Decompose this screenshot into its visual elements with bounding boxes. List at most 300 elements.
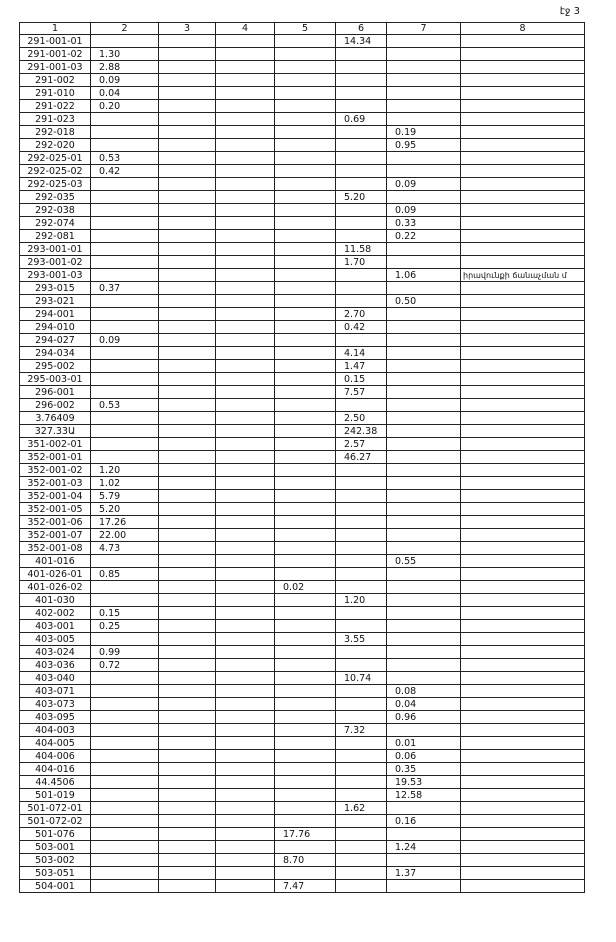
table-row	[20, 750, 585, 763]
value-cell-col-6: 0.42	[336, 321, 387, 334]
parcel-code-cell: 291-001-01	[20, 35, 91, 48]
note-cell	[461, 633, 585, 646]
parcel-code-cell: 293-021	[20, 295, 91, 308]
table-row	[20, 113, 585, 126]
value-cell-col-6	[336, 776, 387, 789]
value-cell-col-4	[216, 217, 275, 230]
value-cell-col-3	[159, 126, 216, 139]
value-cell-col-7: 0.01	[387, 737, 461, 750]
value-cell-col-7	[387, 516, 461, 529]
value-cell-col-5	[275, 256, 336, 269]
note-cell	[461, 334, 585, 347]
value-cell-col-5	[275, 646, 336, 659]
parcel-code-cell: 295-003-01	[20, 373, 91, 386]
value-cell-col-2	[91, 594, 159, 607]
value-cell-col-4	[216, 269, 275, 282]
value-cell-col-7: 0.35	[387, 763, 461, 776]
value-cell-col-5	[275, 334, 336, 347]
value-cell-col-7	[387, 321, 461, 334]
table-row	[20, 178, 585, 191]
column-header-3: 3	[159, 23, 216, 35]
value-cell-col-7: 0.09	[387, 204, 461, 217]
value-cell-col-3	[159, 87, 216, 100]
value-cell-col-5	[275, 35, 336, 48]
value-cell-col-7	[387, 334, 461, 347]
value-cell-col-7	[387, 360, 461, 373]
value-cell-col-5	[275, 750, 336, 763]
parcel-code-cell: 352-001-06	[20, 516, 91, 529]
table-row	[20, 854, 585, 867]
value-cell-col-2: 5.79	[91, 490, 159, 503]
value-cell-col-3	[159, 334, 216, 347]
column-header-1: 1	[20, 23, 91, 35]
value-cell-col-4	[216, 243, 275, 256]
parcel-code-cell: 403-005	[20, 633, 91, 646]
value-cell-col-3	[159, 321, 216, 334]
table-row	[20, 230, 585, 243]
note-cell	[461, 321, 585, 334]
note-cell	[461, 477, 585, 490]
value-cell-col-3	[159, 386, 216, 399]
value-cell-col-3	[159, 659, 216, 672]
value-cell-col-4	[216, 802, 275, 815]
table-row	[20, 451, 585, 464]
value-cell-col-4	[216, 867, 275, 880]
value-cell-col-4	[216, 646, 275, 659]
value-cell-col-6: 10.74	[336, 672, 387, 685]
value-cell-col-7: 12.58	[387, 789, 461, 802]
value-cell-col-5	[275, 204, 336, 217]
value-cell-col-3	[159, 347, 216, 360]
value-cell-col-6	[336, 867, 387, 880]
note-cell	[461, 646, 585, 659]
value-cell-col-5: 8.70	[275, 854, 336, 867]
value-cell-col-5	[275, 191, 336, 204]
parcel-code-cell: 404-006	[20, 750, 91, 763]
value-cell-col-7	[387, 386, 461, 399]
parcel-code-cell: 292-081	[20, 230, 91, 243]
note-cell	[461, 256, 585, 269]
value-cell-col-5	[275, 789, 336, 802]
value-cell-col-2	[91, 776, 159, 789]
value-cell-col-4	[216, 750, 275, 763]
table-header-row	[20, 23, 585, 35]
value-cell-col-5	[275, 48, 336, 61]
value-cell-col-3	[159, 620, 216, 633]
value-cell-col-6	[336, 178, 387, 191]
value-cell-col-6: 2.50	[336, 412, 387, 425]
value-cell-col-2	[91, 425, 159, 438]
value-cell-col-6: 11.58	[336, 243, 387, 256]
parcel-code-cell: 292-074	[20, 217, 91, 230]
value-cell-col-4	[216, 542, 275, 555]
value-cell-col-3	[159, 191, 216, 204]
parcel-code-cell: 291-001-02	[20, 48, 91, 61]
value-cell-col-5	[275, 100, 336, 113]
value-cell-col-6	[336, 542, 387, 555]
value-cell-col-4	[216, 828, 275, 841]
value-cell-col-5	[275, 269, 336, 282]
value-cell-col-2	[91, 789, 159, 802]
value-cell-col-4	[216, 620, 275, 633]
note-cell	[461, 763, 585, 776]
value-cell-col-4	[216, 256, 275, 269]
table-row	[20, 295, 585, 308]
value-cell-col-5	[275, 399, 336, 412]
table-row	[20, 698, 585, 711]
note-cell	[461, 399, 585, 412]
value-cell-col-3	[159, 828, 216, 841]
value-cell-col-6: 14.34	[336, 35, 387, 48]
value-cell-col-3	[159, 802, 216, 815]
note-cell	[461, 113, 585, 126]
table-row	[20, 737, 585, 750]
value-cell-col-5: 7.47	[275, 880, 336, 893]
value-cell-col-2: 0.37	[91, 282, 159, 295]
table-row	[20, 477, 585, 490]
value-cell-col-3	[159, 568, 216, 581]
value-cell-col-2	[91, 243, 159, 256]
value-cell-col-7	[387, 542, 461, 555]
value-cell-col-3	[159, 438, 216, 451]
value-cell-col-3	[159, 763, 216, 776]
value-cell-col-6: 1.47	[336, 360, 387, 373]
value-cell-col-4	[216, 360, 275, 373]
table-row	[20, 360, 585, 373]
value-cell-col-6	[336, 269, 387, 282]
value-cell-col-7	[387, 490, 461, 503]
parcel-code-cell: 503-002	[20, 854, 91, 867]
table-row	[20, 152, 585, 165]
value-cell-col-5	[275, 620, 336, 633]
value-cell-col-2: 1.30	[91, 48, 159, 61]
parcel-code-cell: 501-072-01	[20, 802, 91, 815]
value-cell-col-7	[387, 373, 461, 386]
value-cell-col-5	[275, 711, 336, 724]
value-cell-col-2	[91, 867, 159, 880]
value-cell-col-4	[216, 334, 275, 347]
value-cell-col-6	[336, 61, 387, 74]
value-cell-col-7: 0.55	[387, 555, 461, 568]
note-cell	[461, 74, 585, 87]
value-cell-col-5	[275, 776, 336, 789]
note-cell	[461, 243, 585, 256]
note-cell	[461, 750, 585, 763]
value-cell-col-4	[216, 490, 275, 503]
note-cell	[461, 672, 585, 685]
value-cell-col-2	[91, 438, 159, 451]
parcel-code-cell: 501-072-02	[20, 815, 91, 828]
table-row	[20, 763, 585, 776]
parcel-code-cell: 503-051	[20, 867, 91, 880]
value-cell-col-6	[336, 48, 387, 61]
value-cell-col-4	[216, 204, 275, 217]
parcel-code-cell: 294-010	[20, 321, 91, 334]
parcel-code-cell: 352-001-02	[20, 464, 91, 477]
value-cell-col-7	[387, 165, 461, 178]
value-cell-col-3	[159, 841, 216, 854]
column-header-4: 4	[216, 23, 275, 35]
value-cell-col-7: 0.16	[387, 815, 461, 828]
note-cell	[461, 516, 585, 529]
note-cell	[461, 360, 585, 373]
value-cell-col-4	[216, 737, 275, 750]
value-cell-col-6: 2.57	[336, 438, 387, 451]
table-row	[20, 100, 585, 113]
table-row	[20, 308, 585, 321]
parcel-code-cell: 352-001-08	[20, 542, 91, 555]
column-header-6: 6	[336, 23, 387, 35]
value-cell-col-6: 7.32	[336, 724, 387, 737]
value-cell-col-3	[159, 724, 216, 737]
parcel-code-cell: 504-001	[20, 880, 91, 893]
note-cell	[461, 659, 585, 672]
value-cell-col-3	[159, 373, 216, 386]
value-cell-col-2	[91, 386, 159, 399]
note-cell	[461, 191, 585, 204]
parcel-code-cell: 402-002	[20, 607, 91, 620]
parcel-code-cell: 292-020	[20, 139, 91, 152]
value-cell-col-7: 0.50	[387, 295, 461, 308]
parcel-code-cell: 293-001-01	[20, 243, 91, 256]
table-row	[20, 789, 585, 802]
value-cell-col-7: 0.22	[387, 230, 461, 243]
value-cell-col-4	[216, 113, 275, 126]
value-cell-col-7	[387, 724, 461, 737]
value-cell-col-2	[91, 451, 159, 464]
note-cell	[461, 776, 585, 789]
value-cell-col-7	[387, 48, 461, 61]
table-row	[20, 334, 585, 347]
value-cell-col-3	[159, 425, 216, 438]
value-cell-col-2: 5.20	[91, 503, 159, 516]
value-cell-col-3	[159, 217, 216, 230]
note-cell	[461, 828, 585, 841]
parcel-code-cell: 403-036	[20, 659, 91, 672]
value-cell-col-2	[91, 854, 159, 867]
value-cell-col-3	[159, 256, 216, 269]
value-cell-col-6: 2.70	[336, 308, 387, 321]
value-cell-col-4	[216, 282, 275, 295]
note-cell	[461, 542, 585, 555]
table-row	[20, 503, 585, 516]
value-cell-col-4	[216, 165, 275, 178]
note-cell	[461, 308, 585, 321]
note-cell	[461, 620, 585, 633]
table-row	[20, 828, 585, 841]
value-cell-col-6: 1.20	[336, 594, 387, 607]
table-row	[20, 217, 585, 230]
value-cell-col-6	[336, 711, 387, 724]
value-cell-col-3	[159, 360, 216, 373]
table-row	[20, 633, 585, 646]
value-cell-col-6	[336, 646, 387, 659]
value-cell-col-4	[216, 230, 275, 243]
value-cell-col-3	[159, 35, 216, 48]
value-cell-col-4	[216, 854, 275, 867]
parcel-code-cell: 352-001-03	[20, 477, 91, 490]
value-cell-col-2	[91, 763, 159, 776]
value-cell-col-7	[387, 191, 461, 204]
value-cell-col-7: 0.19	[387, 126, 461, 139]
value-cell-col-5	[275, 555, 336, 568]
note-cell	[461, 35, 585, 48]
value-cell-col-2	[91, 256, 159, 269]
value-cell-col-7	[387, 880, 461, 893]
value-cell-col-5	[275, 347, 336, 360]
value-cell-col-5	[275, 113, 336, 126]
value-cell-col-6	[336, 230, 387, 243]
value-cell-col-7	[387, 438, 461, 451]
value-cell-col-7: 0.95	[387, 139, 461, 152]
value-cell-col-7	[387, 399, 461, 412]
value-cell-col-5	[275, 763, 336, 776]
value-cell-col-5	[275, 503, 336, 516]
table-row	[20, 555, 585, 568]
value-cell-col-5	[275, 802, 336, 815]
value-cell-col-3	[159, 243, 216, 256]
parcel-code-cell: 292-018	[20, 126, 91, 139]
parcel-code-cell: 404-005	[20, 737, 91, 750]
value-cell-col-2	[91, 555, 159, 568]
value-cell-col-2: 4.73	[91, 542, 159, 555]
value-cell-col-6	[336, 880, 387, 893]
value-cell-col-5	[275, 74, 336, 87]
column-header-2: 2	[91, 23, 159, 35]
value-cell-col-6: 3.55	[336, 633, 387, 646]
value-cell-col-2	[91, 139, 159, 152]
note-cell	[461, 594, 585, 607]
table-row	[20, 321, 585, 334]
value-cell-col-6	[336, 282, 387, 295]
value-cell-col-3	[159, 139, 216, 152]
value-cell-col-5	[275, 308, 336, 321]
value-cell-col-3	[159, 308, 216, 321]
value-cell-col-6	[336, 750, 387, 763]
value-cell-col-4	[216, 35, 275, 48]
value-cell-col-4	[216, 568, 275, 581]
value-cell-col-7	[387, 581, 461, 594]
value-cell-col-7: 0.08	[387, 685, 461, 698]
parcel-code-cell: 296-001	[20, 386, 91, 399]
parcel-code-cell: 294-034	[20, 347, 91, 360]
value-cell-col-3	[159, 555, 216, 568]
value-cell-col-7	[387, 87, 461, 100]
value-cell-col-3	[159, 464, 216, 477]
value-cell-col-2: 0.25	[91, 620, 159, 633]
parcel-code-cell: 327.33Ա	[20, 425, 91, 438]
value-cell-col-3	[159, 100, 216, 113]
table-row	[20, 48, 585, 61]
value-cell-col-6	[336, 841, 387, 854]
value-cell-col-4	[216, 711, 275, 724]
note-cell	[461, 854, 585, 867]
value-cell-col-7	[387, 308, 461, 321]
value-cell-col-5	[275, 373, 336, 386]
parcel-code-cell: 292-038	[20, 204, 91, 217]
note-cell	[461, 217, 585, 230]
note-cell	[461, 607, 585, 620]
value-cell-col-2: 22.00	[91, 529, 159, 542]
value-cell-col-4	[216, 438, 275, 451]
value-cell-col-5	[275, 490, 336, 503]
value-cell-col-5	[275, 139, 336, 152]
note-cell	[461, 347, 585, 360]
parcel-code-cell: 292-025-02	[20, 165, 91, 178]
value-cell-col-2: 0.85	[91, 568, 159, 581]
value-cell-col-5	[275, 633, 336, 646]
value-cell-col-3	[159, 867, 216, 880]
parcel-code-cell: 401-030	[20, 594, 91, 607]
table-body	[20, 35, 585, 893]
value-cell-col-2	[91, 633, 159, 646]
table-row	[20, 373, 585, 386]
value-cell-col-3	[159, 412, 216, 425]
note-cell	[461, 48, 585, 61]
value-cell-col-7	[387, 503, 461, 516]
value-cell-col-3	[159, 789, 216, 802]
value-cell-col-5	[275, 425, 336, 438]
parcel-code-cell: 292-025-03	[20, 178, 91, 191]
table-row	[20, 685, 585, 698]
value-cell-col-5	[275, 529, 336, 542]
value-cell-col-6: 0.15	[336, 373, 387, 386]
value-cell-col-6: 5.20	[336, 191, 387, 204]
value-cell-col-3	[159, 880, 216, 893]
parcel-code-cell: 401-026-01	[20, 568, 91, 581]
value-cell-col-6	[336, 503, 387, 516]
parcel-code-cell: 403-095	[20, 711, 91, 724]
note-cell	[461, 880, 585, 893]
parcel-code-cell: 293-001-02	[20, 256, 91, 269]
value-cell-col-2	[91, 178, 159, 191]
value-cell-col-3	[159, 854, 216, 867]
value-cell-col-4	[216, 763, 275, 776]
value-cell-col-5	[275, 126, 336, 139]
value-cell-col-5	[275, 841, 336, 854]
value-cell-col-7	[387, 672, 461, 685]
value-cell-col-7	[387, 607, 461, 620]
value-cell-col-4	[216, 412, 275, 425]
value-cell-col-3	[159, 698, 216, 711]
value-cell-col-2	[91, 204, 159, 217]
value-cell-col-4	[216, 685, 275, 698]
column-header-8: 8	[461, 23, 585, 35]
note-cell	[461, 698, 585, 711]
value-cell-col-7: 1.24	[387, 841, 461, 854]
note-cell	[461, 867, 585, 880]
parcel-code-cell: 352-001-07	[20, 529, 91, 542]
value-cell-col-7: 19.53	[387, 776, 461, 789]
value-cell-col-4	[216, 87, 275, 100]
value-cell-col-3	[159, 750, 216, 763]
value-cell-col-3	[159, 152, 216, 165]
value-cell-col-2	[91, 685, 159, 698]
value-cell-col-7: 1.37	[387, 867, 461, 880]
value-cell-col-4	[216, 321, 275, 334]
value-cell-col-4	[216, 126, 275, 139]
value-cell-col-6	[336, 763, 387, 776]
table-row	[20, 126, 585, 139]
value-cell-col-6	[336, 854, 387, 867]
value-cell-col-2	[91, 230, 159, 243]
value-cell-col-7	[387, 35, 461, 48]
table-row	[20, 256, 585, 269]
value-cell-col-3	[159, 776, 216, 789]
table-row	[20, 61, 585, 74]
note-cell	[461, 464, 585, 477]
value-cell-col-2: 17.26	[91, 516, 159, 529]
